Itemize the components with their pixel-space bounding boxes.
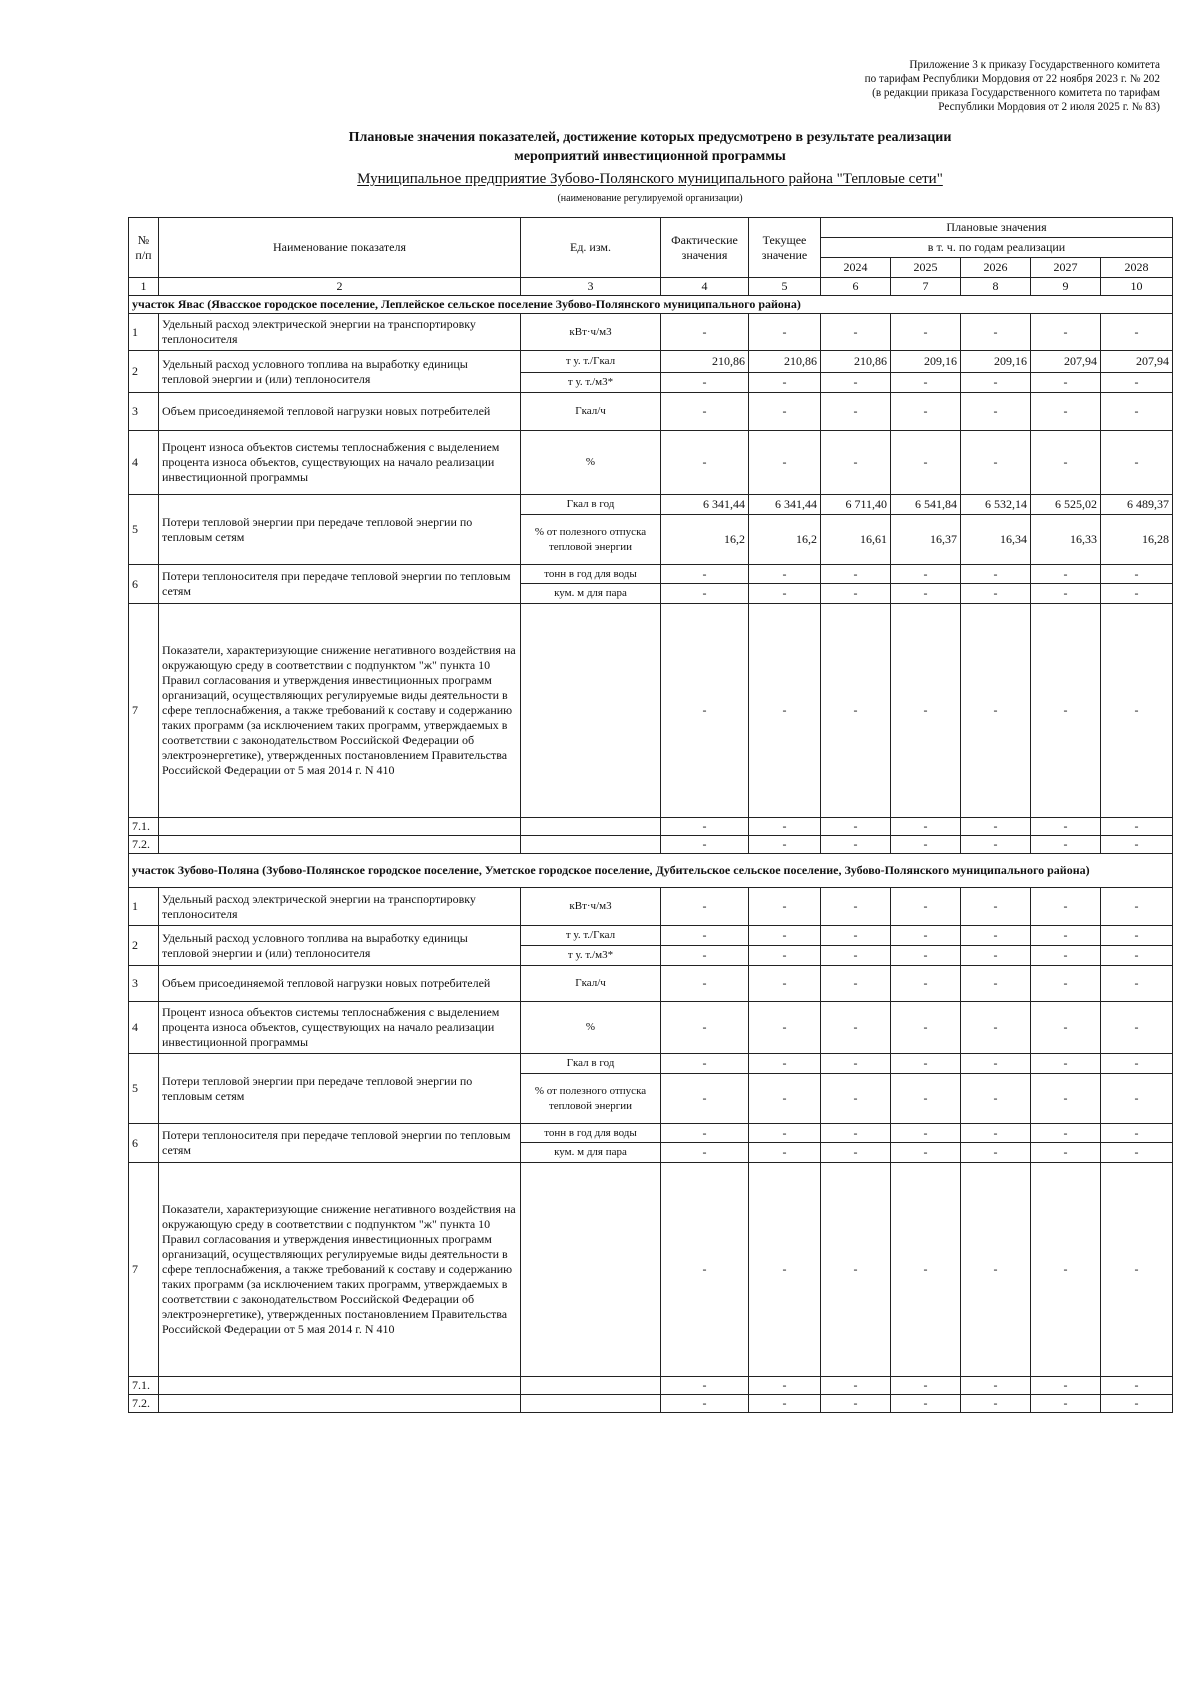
- value-cell: -: [661, 888, 749, 926]
- value-cell: -: [961, 604, 1031, 818]
- table-row: [129, 836, 1173, 854]
- indicator-number: 1: [129, 888, 159, 926]
- value-cell: -: [891, 604, 961, 818]
- value-cell: -: [749, 836, 821, 854]
- indicator-unit: Гкал/ч: [521, 966, 661, 1002]
- value-cell: -: [749, 1143, 821, 1163]
- value-cell: -: [821, 1074, 891, 1124]
- table-row: [129, 818, 1173, 836]
- value-cell: -: [821, 584, 891, 604]
- value-cell: -: [891, 836, 961, 854]
- value-cell: -: [821, 314, 891, 351]
- value-cell: 6 341,44: [661, 495, 749, 515]
- value-cell: 6 489,37: [1101, 495, 1173, 515]
- indicator-unit: % от полезного отпуска тепловой энергии: [521, 515, 661, 565]
- value-cell: -: [749, 1124, 821, 1143]
- value-cell: -: [1101, 604, 1173, 818]
- value-cell: -: [1101, 818, 1173, 836]
- value-cell: -: [821, 431, 891, 495]
- value-cell: -: [891, 966, 961, 1002]
- header-year: 2026: [961, 258, 1031, 278]
- indicator-unit: Гкал в год: [521, 495, 661, 515]
- indicator-number: 7.2.: [129, 836, 159, 854]
- appendix-line-4: Республики Мордовия от 2 июля 2025 г. № 83): [938, 101, 1160, 113]
- value-cell: -: [1031, 946, 1101, 966]
- indicator-name: Потери тепловой энергии при передаче тепловой энергии по тепловым сетям: [159, 1054, 521, 1124]
- value-cell: -: [749, 1074, 821, 1124]
- value-cell: -: [1101, 393, 1173, 431]
- indicator-number: 4: [129, 1002, 159, 1054]
- header-year: 2027: [1031, 258, 1101, 278]
- value-cell: -: [891, 1395, 961, 1413]
- value-cell: -: [821, 818, 891, 836]
- value-cell: 6 532,14: [961, 495, 1031, 515]
- value-cell: -: [891, 1054, 961, 1074]
- indicator-number: 7: [129, 604, 159, 818]
- value-cell: -: [661, 584, 749, 604]
- indicator-unit: т у. т./Гкал: [521, 351, 661, 373]
- header-planned: Плановые значения: [821, 218, 1173, 238]
- value-cell: -: [891, 1377, 961, 1395]
- value-cell: -: [1031, 565, 1101, 584]
- value-cell: -: [961, 1074, 1031, 1124]
- value-cell: -: [1031, 1054, 1101, 1074]
- value-cell: 210,86: [749, 351, 821, 373]
- value-cell: -: [1101, 926, 1173, 946]
- indicator-name: Процент износа объектов системы теплоснабжения с выделением процента износа объектов, существующих на начало реализации инвестиционной программы: [159, 431, 521, 495]
- header-year: 2025: [891, 258, 961, 278]
- indicator-number: 4: [129, 431, 159, 495]
- table-row: [129, 888, 1173, 926]
- indicator-number: 7.1.: [129, 1377, 159, 1395]
- indicator-number: 2: [129, 926, 159, 966]
- value-cell: -: [1031, 1395, 1101, 1413]
- table-row: [129, 1002, 1173, 1054]
- value-cell: -: [1101, 946, 1173, 966]
- value-cell: -: [661, 565, 749, 584]
- appendix-line-2: по тарифам Республики Мордовия от 22 ноября 2023 г. № 202: [864, 73, 1160, 85]
- value-cell: -: [1101, 565, 1173, 584]
- value-cell: -: [661, 1002, 749, 1054]
- value-cell: -: [961, 836, 1031, 854]
- value-cell: -: [1031, 1124, 1101, 1143]
- indicator-name: Удельный расход условного топлива на выработку единицы тепловой энергии и (или) теплоносителя: [159, 926, 521, 966]
- value-cell: -: [661, 431, 749, 495]
- value-cell: -: [661, 1377, 749, 1395]
- table-row: [129, 1124, 1173, 1143]
- value-cell: -: [749, 888, 821, 926]
- value-cell: -: [961, 565, 1031, 584]
- column-number: 10: [1101, 278, 1173, 296]
- value-cell: -: [821, 1054, 891, 1074]
- value-cell: -: [1031, 966, 1101, 1002]
- value-cell: -: [661, 926, 749, 946]
- indicator-number: 5: [129, 1054, 159, 1124]
- value-cell: 16,28: [1101, 515, 1173, 565]
- indicator-name: Показатели, характеризующие снижение негативного воздействия на окружающую среду в соответствии с подпунктом "ж" пункта 10 Правил согласования и утверждения инвестиционных программ организаций, осуществляющих регулируемые виды деятельности в сфере теплоснабжения, а также требований к составу и содержанию таких программ (за исключением таких программ, утверждаемых в соответствии с законодательством Российской Федерации об электроэнергетике), утвержденных постановлением Правительства Российской Федерации от 5 мая 2014 г. N 410: [159, 1163, 521, 1377]
- value-cell: -: [891, 888, 961, 926]
- value-cell: -: [821, 888, 891, 926]
- value-cell: -: [1101, 314, 1173, 351]
- value-cell: 16,2: [749, 515, 821, 565]
- value-cell: -: [821, 966, 891, 1002]
- header-current: Текущее значение: [749, 218, 821, 278]
- value-cell: -: [821, 1143, 891, 1163]
- value-cell: -: [661, 1074, 749, 1124]
- value-cell: 6 525,02: [1031, 495, 1101, 515]
- indicator-name: Процент износа объектов системы теплоснабжения с выделением процента износа объектов, существующих на начало реализации инвестиционной программы: [159, 1002, 521, 1054]
- indicator-name: Объем присоединяемой тепловой нагрузки новых потребителей: [159, 966, 521, 1002]
- indicator-name: Потери теплоносителя при передаче тепловой энергии по тепловым сетям: [159, 1124, 521, 1163]
- indicators-table: [128, 217, 1173, 1413]
- value-cell: -: [1101, 373, 1173, 393]
- value-cell: -: [961, 1143, 1031, 1163]
- indicator-unit: кум. м для пара: [521, 1143, 661, 1163]
- indicator-unit: кВт·ч/м3: [521, 314, 661, 351]
- value-cell: 209,16: [961, 351, 1031, 373]
- value-cell: 210,86: [661, 351, 749, 373]
- value-cell: -: [891, 373, 961, 393]
- title-line-1: Плановые значения показателей, достижение которых предусмотрено в результате реализации: [348, 130, 952, 145]
- value-cell: -: [821, 565, 891, 584]
- value-cell: -: [1101, 1163, 1173, 1377]
- value-cell: -: [1101, 431, 1173, 495]
- value-cell: -: [1101, 584, 1173, 604]
- value-cell: -: [1031, 1377, 1101, 1395]
- value-cell: 16,2: [661, 515, 749, 565]
- indicator-unit: тонн в год для воды: [521, 1124, 661, 1143]
- value-cell: -: [749, 1163, 821, 1377]
- value-cell: -: [961, 1163, 1031, 1377]
- title-line-2: мероприятий инвестиционной программы: [514, 149, 786, 164]
- indicator-name: Потери тепловой энергии при передаче тепловой энергии по тепловым сетям: [159, 495, 521, 565]
- table-row: [129, 926, 1173, 946]
- indicator-number: 6: [129, 565, 159, 604]
- value-cell: -: [661, 946, 749, 966]
- value-cell: -: [891, 393, 961, 431]
- column-number: 6: [821, 278, 891, 296]
- value-cell: -: [749, 966, 821, 1002]
- indicator-name: Удельный расход электрической энергии на транспортировку теплоносителя: [159, 314, 521, 351]
- value-cell: -: [749, 314, 821, 351]
- header-year: 2028: [1101, 258, 1173, 278]
- value-cell: -: [891, 1074, 961, 1124]
- value-cell: -: [961, 926, 1031, 946]
- header-unit: Ед. изм.: [521, 218, 661, 278]
- indicator-name: Объем присоединяемой тепловой нагрузки новых потребителей: [159, 393, 521, 431]
- indicator-unit: кВт·ч/м3: [521, 888, 661, 926]
- value-cell: -: [961, 393, 1031, 431]
- value-cell: -: [891, 926, 961, 946]
- value-cell: -: [1101, 1395, 1173, 1413]
- table-row: [129, 966, 1173, 1002]
- table-row: [129, 495, 1173, 515]
- value-cell: -: [749, 1395, 821, 1413]
- indicator-name: Удельный расход условного топлива на выработку единицы тепловой энергии и (или) теплоносителя: [159, 351, 521, 393]
- value-cell: -: [1101, 1002, 1173, 1054]
- value-cell: 207,94: [1101, 351, 1173, 373]
- indicator-name: Потери теплоносителя при передаче тепловой энергии по тепловым сетям: [159, 565, 521, 604]
- value-cell: 6 341,44: [749, 495, 821, 515]
- value-cell: 6 541,84: [891, 495, 961, 515]
- value-cell: -: [661, 966, 749, 1002]
- indicator-unit: [521, 818, 661, 836]
- indicator-unit: т у. т./м3*: [521, 946, 661, 966]
- value-cell: -: [1031, 314, 1101, 351]
- appendix-note: [720, 58, 1160, 114]
- indicator-number: 3: [129, 966, 159, 1002]
- value-cell: -: [891, 584, 961, 604]
- value-cell: -: [661, 1054, 749, 1074]
- header-by-years: в т. ч. по годам реализации: [821, 238, 1173, 258]
- indicator-unit: %: [521, 1002, 661, 1054]
- indicator-name: Удельный расход электрической энергии на транспортировку теплоносителя: [159, 888, 521, 926]
- value-cell: -: [1101, 836, 1173, 854]
- value-cell: -: [891, 818, 961, 836]
- value-cell: -: [749, 565, 821, 584]
- value-cell: -: [1031, 1143, 1101, 1163]
- indicator-name: [159, 1377, 521, 1395]
- value-cell: -: [1101, 1074, 1173, 1124]
- table-row: [129, 1163, 1173, 1377]
- indicator-number: 3: [129, 393, 159, 431]
- header-row-1: [129, 218, 1173, 238]
- value-cell: -: [961, 888, 1031, 926]
- value-cell: -: [891, 1143, 961, 1163]
- indicator-name: [159, 836, 521, 854]
- indicator-number: 2: [129, 351, 159, 393]
- value-cell: -: [891, 565, 961, 584]
- value-cell: -: [1101, 1143, 1173, 1163]
- section-title-row: [129, 296, 1173, 314]
- value-cell: -: [749, 431, 821, 495]
- value-cell: -: [821, 1002, 891, 1054]
- value-cell: 207,94: [1031, 351, 1101, 373]
- value-cell: -: [749, 393, 821, 431]
- value-cell: -: [749, 1002, 821, 1054]
- indicator-unit: [521, 604, 661, 818]
- value-cell: -: [661, 1143, 749, 1163]
- value-cell: -: [1101, 1054, 1173, 1074]
- value-cell: -: [1101, 1377, 1173, 1395]
- value-cell: -: [891, 946, 961, 966]
- value-cell: -: [1031, 604, 1101, 818]
- value-cell: -: [1031, 1163, 1101, 1377]
- value-cell: -: [1031, 818, 1101, 836]
- indicator-unit: [521, 1377, 661, 1395]
- value-cell: -: [661, 1124, 749, 1143]
- value-cell: -: [1031, 1002, 1101, 1054]
- value-cell: -: [661, 1395, 749, 1413]
- column-number: 5: [749, 278, 821, 296]
- indicator-number: 1: [129, 314, 159, 351]
- section-title: участок Явас (Явасское городское поселение, Леплейское сельское поселение Зубово-Полянского муниципального района): [129, 296, 1173, 314]
- value-cell: -: [749, 584, 821, 604]
- value-cell: -: [661, 604, 749, 818]
- value-cell: -: [1101, 966, 1173, 1002]
- value-cell: -: [661, 836, 749, 854]
- value-cell: -: [749, 373, 821, 393]
- value-cell: 209,16: [891, 351, 961, 373]
- value-cell: 16,37: [891, 515, 961, 565]
- indicator-unit: [521, 836, 661, 854]
- value-cell: -: [1031, 836, 1101, 854]
- value-cell: -: [961, 1002, 1031, 1054]
- value-cell: -: [961, 431, 1031, 495]
- value-cell: -: [821, 1124, 891, 1143]
- value-cell: 210,86: [821, 351, 891, 373]
- value-cell: -: [661, 393, 749, 431]
- appendix-line-1: Приложение 3 к приказу Государственного комитета: [909, 59, 1160, 71]
- value-cell: -: [891, 1002, 961, 1054]
- value-cell: -: [961, 1395, 1031, 1413]
- table-row: [129, 314, 1173, 351]
- column-number: 8: [961, 278, 1031, 296]
- value-cell: -: [661, 1163, 749, 1377]
- value-cell: -: [749, 604, 821, 818]
- indicator-unit: т у. т./м3*: [521, 373, 661, 393]
- value-cell: -: [1101, 1124, 1173, 1143]
- value-cell: -: [961, 1377, 1031, 1395]
- indicator-unit: %: [521, 431, 661, 495]
- indicator-unit: кум. м для пара: [521, 584, 661, 604]
- value-cell: 16,33: [1031, 515, 1101, 565]
- organization-name: [130, 170, 1170, 188]
- value-cell: -: [821, 946, 891, 966]
- appendix-line-3: (в редакции приказа Государственного комитета по тарифам: [872, 87, 1160, 99]
- column-number: 1: [129, 278, 159, 296]
- indicator-name: [159, 818, 521, 836]
- indicator-unit: т у. т./Гкал: [521, 926, 661, 946]
- value-cell: -: [749, 926, 821, 946]
- value-cell: 6 711,40: [821, 495, 891, 515]
- indicator-unit: % от полезного отпуска тепловой энергии: [521, 1074, 661, 1124]
- value-cell: -: [961, 818, 1031, 836]
- indicator-name: Показатели, характеризующие снижение негативного воздействия на окружающую среду в соответствии с подпунктом "ж" пункта 10 Правил согласования и утверждения инвестиционных программ организаций, осуществляющих регулируемые виды деятельности в сфере теплоснабжения, а также требований к составу и содержанию таких программ (за исключением таких программ, утверждаемых в соответствии с законодательством Российской Федерации об электроэнергетике), утвержденных постановлением Правительства Российской Федерации от 5 мая 2014 г. N 410: [159, 604, 521, 818]
- indicator-number: 6: [129, 1124, 159, 1163]
- indicator-name: [159, 1395, 521, 1413]
- value-cell: -: [891, 431, 961, 495]
- value-cell: -: [821, 926, 891, 946]
- value-cell: -: [821, 604, 891, 818]
- value-cell: -: [749, 1054, 821, 1074]
- value-cell: -: [961, 1054, 1031, 1074]
- value-cell: 16,61: [821, 515, 891, 565]
- value-cell: -: [821, 1377, 891, 1395]
- header-year: 2024: [821, 258, 891, 278]
- value-cell: -: [821, 1395, 891, 1413]
- table-row: [129, 1054, 1173, 1074]
- value-cell: -: [961, 966, 1031, 1002]
- value-cell: -: [961, 584, 1031, 604]
- value-cell: -: [1031, 373, 1101, 393]
- column-number: 4: [661, 278, 749, 296]
- value-cell: -: [961, 946, 1031, 966]
- indicator-unit: [521, 1395, 661, 1413]
- value-cell: -: [661, 818, 749, 836]
- value-cell: -: [1031, 888, 1101, 926]
- value-cell: -: [891, 1124, 961, 1143]
- indicator-unit: [521, 1163, 661, 1377]
- value-cell: -: [1031, 584, 1101, 604]
- table-row: [129, 1395, 1173, 1413]
- column-number: 9: [1031, 278, 1101, 296]
- indicator-unit: Гкал/ч: [521, 393, 661, 431]
- document-title: [130, 128, 1170, 166]
- value-cell: -: [1031, 393, 1101, 431]
- value-cell: -: [891, 314, 961, 351]
- value-cell: -: [821, 373, 891, 393]
- section-title: участок Зубово-Поляна (Зубово-Полянское городское поселение, Уметское городское поселение, Дубительское сельское поселение, Зубово-Полянского муниципального района): [129, 854, 1173, 888]
- indicator-number: 7: [129, 1163, 159, 1377]
- value-cell: -: [749, 818, 821, 836]
- indicator-unit: тонн в год для воды: [521, 565, 661, 584]
- value-cell: -: [1031, 926, 1101, 946]
- value-cell: -: [961, 314, 1031, 351]
- table-row: [129, 393, 1173, 431]
- value-cell: -: [1101, 888, 1173, 926]
- table-row: [129, 431, 1173, 495]
- indicator-number: 7.2.: [129, 1395, 159, 1413]
- header-num: № п/п: [129, 218, 159, 278]
- value-cell: -: [1031, 1074, 1101, 1124]
- value-cell: -: [821, 836, 891, 854]
- column-number: 3: [521, 278, 661, 296]
- value-cell: -: [749, 946, 821, 966]
- indicator-number: 7.1.: [129, 818, 159, 836]
- organization-name-text: Муниципальное предприятие Зубово-Полянского муниципального района "Тепловые сети": [357, 171, 943, 187]
- value-cell: -: [961, 373, 1031, 393]
- indicator-unit: Гкал в год: [521, 1054, 661, 1074]
- table-row: [129, 565, 1173, 584]
- indicator-number: 5: [129, 495, 159, 565]
- section-title-row: [129, 854, 1173, 888]
- table-row: [129, 351, 1173, 373]
- organization-note: (наименование регулируемой организации): [557, 193, 743, 204]
- value-cell: -: [891, 1163, 961, 1377]
- table-row: [129, 604, 1173, 818]
- column-number-row: [129, 278, 1173, 296]
- column-number: 7: [891, 278, 961, 296]
- value-cell: -: [1031, 431, 1101, 495]
- table-row: [129, 1377, 1173, 1395]
- value-cell: -: [821, 393, 891, 431]
- header-name: Наименование показателя: [159, 218, 521, 278]
- value-cell: -: [749, 1377, 821, 1395]
- value-cell: 16,34: [961, 515, 1031, 565]
- value-cell: -: [661, 314, 749, 351]
- value-cell: -: [821, 1163, 891, 1377]
- header-actual: Фактические значения: [661, 218, 749, 278]
- value-cell: -: [961, 1124, 1031, 1143]
- column-number: 2: [159, 278, 521, 296]
- value-cell: -: [661, 373, 749, 393]
